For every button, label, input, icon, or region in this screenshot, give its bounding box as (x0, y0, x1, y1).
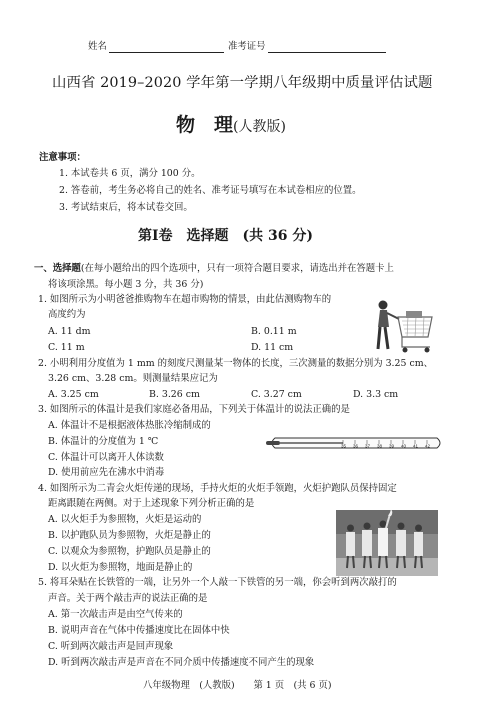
question-5-stem-line2: 声音。关于两个敲击声的说法正确的是 (48, 593, 208, 604)
part-heading (34, 263, 394, 275)
notice-item: 2. 答卷前，考生务必将自己的姓名、准考证号填写在本试卷相应的位置。 (59, 185, 362, 196)
question-1-stem: 1. 如图所示为小明爸爸推购物车在超市购物的情景，由此估测购物车的 (38, 294, 332, 305)
option-3b[interactable]: B. 体温计的分度值为 1 ℃ (48, 436, 159, 447)
part-instruction: (在每小题给出的四个选项中，只有一项符合题目要求，请选出并在答题卡上 (80, 263, 394, 274)
question-5-stem: 5. 将耳朵贴在长铁管的一端，让另外一个人敲一下铁管的另一端，你会听到两次敲打的 (38, 577, 397, 588)
notice-item: 1. 本试卷共 6 页，满分 100 分。 (59, 168, 201, 179)
option-5c[interactable]: C. 听到两次敲击声是回声现象 (48, 641, 174, 652)
question-4-stem: 4. 如图所示为二青会火炬传递的现场，手持火炬的火炬手领跑，火炬护跑队员保持固定 (38, 483, 397, 494)
option-3a[interactable]: A. 体温计不是根据液体热胀冷缩制成的 (48, 420, 211, 431)
option-5a[interactable]: A. 第一次敲击声是由空气传来的 (48, 609, 183, 620)
page-footer: 八年级物理 (人教版) 第 1 页 (共 6 页) (143, 680, 332, 691)
subject-name: 物 理 (176, 114, 234, 136)
part-instruction-line2: 将该项涂黑。每小题 3 分，共 36 分) (48, 279, 204, 290)
edition: (人教版) (233, 119, 286, 135)
torch-relay-photo (336, 510, 438, 576)
option-1d[interactable]: D. 11 cm (251, 342, 294, 353)
option-2a[interactable]: A. 3.25 cm (48, 389, 99, 400)
scale-label: 38 (377, 443, 383, 449)
scale-label: 36 (353, 443, 359, 449)
option-5b[interactable]: B. 说明声音在气体中传播速度比在固体中快 (48, 625, 230, 636)
question-2-stem-line2: 3.26 cm、3.28 cm。则测量结果应记为 (48, 373, 218, 384)
name-label: 姓名 (88, 41, 224, 53)
shopping-cart-photo (372, 297, 438, 355)
exam-number-label: 准考证号 (228, 41, 386, 53)
thermometer-figure (265, 432, 447, 454)
scale-label: 37 (365, 443, 371, 449)
subject-title (176, 110, 286, 137)
scale-label: 39 (389, 443, 395, 449)
option-5d[interactable]: D. 听到两次敲击声是声音在不同介质中传播速度不同产生的现象 (48, 657, 315, 668)
option-1a[interactable]: A. 11 dm (48, 326, 91, 337)
option-3c[interactable]: C. 体温计可以离开人体读数 (48, 452, 164, 463)
option-1b[interactable]: B. 0.11 m (251, 326, 297, 337)
part-label: 一、选择题 (34, 263, 81, 274)
section-title: 第Ⅰ卷 选择题 (共 36 分) (138, 228, 314, 244)
option-3d[interactable]: D. 使用前应先在沸水中消毒 (48, 467, 165, 478)
scale-label: 40 (401, 443, 407, 449)
question-3-stem: 3. 如图所示的体温计是我们家庭必备用品，下列关于体温计的说法正确的是 (38, 404, 350, 415)
question-1-stem-line2: 高度约为 (48, 309, 86, 320)
notice-item: 3. 考试结束后，将本试卷交回。 (59, 202, 193, 213)
option-2d[interactable]: D. 3.3 cm (353, 389, 399, 400)
option-4a[interactable]: A. 以火炬手为参照物，火炬是运动的 (48, 514, 202, 525)
name-field[interactable] (109, 42, 224, 53)
notice-heading: 注意事项： (39, 152, 86, 163)
option-4c[interactable]: C. 以观众为参照物，护跑队员是静止的 (48, 546, 211, 557)
question-2-stem: 2. 小明利用分度值为 1 mm 的刻度尺测量某一物体的长度，三次测量的数据分别为 3.25 cm、 (38, 358, 433, 369)
exam-number-field[interactable] (268, 42, 386, 53)
option-4b[interactable]: B. 以护跑队员为参照物，火炬是静止的 (48, 530, 211, 541)
option-2b[interactable]: B. 3.26 cm (149, 389, 200, 400)
option-4d[interactable]: D. 以火炬为参照物，地面是静止的 (48, 562, 193, 573)
scale-label: 42 (425, 443, 431, 449)
question-4-stem-line2: 距离跟随在两侧。对于上述现象下列分析正确的是 (48, 498, 255, 509)
option-1c[interactable]: C. 11 m (48, 342, 85, 353)
option-2c[interactable]: C. 3.27 cm (251, 389, 302, 400)
scale-label: 35 (341, 443, 347, 449)
exam-title: 山西省 2019–2020 学年第一学期八年级期中质量评估试题 (52, 75, 433, 91)
scale-label: 41 (413, 443, 419, 449)
